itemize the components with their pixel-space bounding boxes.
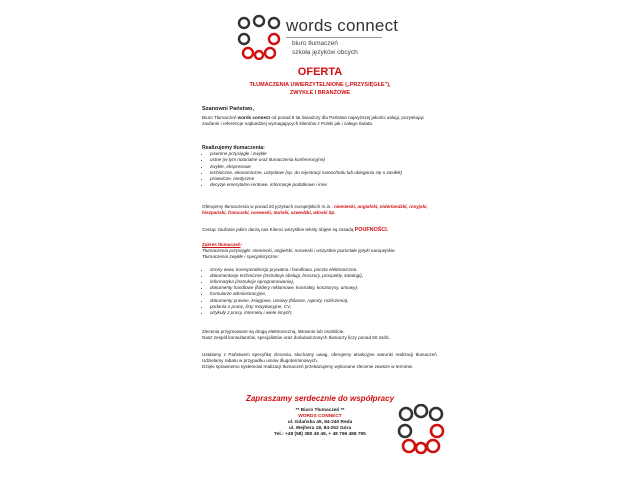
brand-name: words connect: [286, 16, 399, 35]
list-item: • informatyka (instrukcje oprogramowania),: [210, 279, 438, 285]
services-section: [202, 145, 438, 188]
contact-company: WORDS CONNECT: [298, 414, 342, 419]
footer-logo-icon: [396, 404, 446, 454]
offer-subtitle: [200, 81, 440, 97]
list-item: • dokumenty handlowe (foldery reklamowe, kontrakty, kosztorysy, umowy),: [210, 285, 438, 291]
contact-address2: ul. Wejhera 18, 84-252 Góra: [288, 426, 352, 431]
logo: [236, 14, 426, 60]
trust-paragraph: Ceniąc zaufanie jakim darzą nas Klienci wszystkie teksty objęte są zasadą POUFNOŚCI.: [202, 227, 389, 233]
languages-list: niemiecki, angielski, niderlandzki, rosyjski, hiszpański, francuski, norweski, duński, szwedzki, włoski itp.: [202, 204, 428, 216]
list-item: • strony www, korespondencja prywatna i handlowa, poczta elektroniczna.: [210, 267, 438, 273]
orders-paragraph: [202, 329, 438, 341]
offer-title: OFERTA: [297, 66, 343, 78]
contact-address1: ul. Gdańska 45, 84-240 Reda: [287, 420, 353, 425]
brand-divider: [286, 37, 382, 38]
tagline-translation: biuro tłumaczeń: [292, 40, 338, 47]
languages-paragraph: Oferujemy tłumaczenia w ponad 20 językach europejskich m.in.: niemiecki, angielski, niderlandzki, rosyjski, hiszpański, francuski, norweski, duński, szwedzki, włoski itp.: [202, 204, 428, 216]
list-item: • pisemne przysięgłe i zwykłe: [210, 151, 438, 157]
intro-paragraph: Biuro Tłumaczeń words connect od ponad 8 lat świadczy dla Państwa najwyższej jakości usługi, pozyskując zaufanie i referencje najbardziej wymagających klientów z Polski jak i całego świata.: [202, 115, 425, 127]
confidentiality: POUFNOŚCI.: [354, 227, 389, 233]
services-heading: Realizujemy tłumaczenia:: [202, 145, 265, 151]
contact-phone: Tel.: +48 (58) 380 49 49, + 48 796 488 795: [274, 432, 366, 437]
orders-line1: Zlecenia przyjmowane są drogą elektroniczną, listownie lub osobiście.: [202, 329, 345, 334]
logo-mark-icon: [236, 14, 282, 60]
list-item: • formularze administracyjne,: [210, 291, 438, 297]
list-item: • prawnicze, medyczne: [210, 176, 438, 182]
list-item: • techniczne, ekonomiczne, urzędowe (np. do rejestracji samochodu lub ubiegania się o zasiłek): [210, 170, 438, 176]
greeting: Szanowni Państwo,: [202, 106, 254, 112]
invitation: Zapraszamy serdecznie do współpracy: [245, 394, 395, 403]
list-item: • artykuły z prasy, Internetu i wiele innych;: [210, 310, 438, 316]
scope-regular: Tłumaczenia zwykłe i specjalistyczne:: [202, 254, 279, 260]
list-item: • dokumentacje techniczne (instrukcje obsługi, broszury, prospekty, katalogi),: [210, 273, 438, 279]
scope-section: Zakres tłumaczeń: Tłumaczenia przysięgłe: niemiecki, angielski, norweski i wszystkie pozostałe języki europejskie. Tłumaczenia zwykłe i specjalistyczne: • strony www, korespondencja prywatna i handlowa, poczta elektroniczna. • dokumentacje techniczne (instrukcje obsługi, broszury, prospekty, katalogi), • informatyka (instrukcje oprogramowania), • dokumenty handlowe (foldery reklamowe, kontrakty, kosztorysy, umowy), • formularze administracyjne, • dokumenty prawne, księgowe, umowy (bilanse, raporty, rozliczenia), • podania o pracę, listy motywacyjne, CV, • artykuły z prasy, Internetu i wiele innych;: [202, 242, 438, 316]
list-item: • zwykłe, ekspresowe: [210, 164, 438, 170]
closing-p2: Dzięki sprawnemu systemowi realizacji tłumaczeń przekazujemy wykonane zlecenie zawsze w terminie.: [202, 364, 414, 370]
closing-p1: Ustalamy z Państwem specyfikę zlecenia, słuchamy uwag, oferujemy atrakcyjne warunki realizacji tłumaczeń. Udzielamy rabatu w przypadku umów długoterminowych.: [202, 352, 438, 364]
list-item: • decyzje emerytalno-rentowe, informacje podatkowe i inne: [210, 182, 438, 188]
services-list: [202, 151, 438, 188]
orders-line2: Nasz zespół konsultantów, specjalistów oraz doświadczonych tłumaczy liczy ponad 50 osób.: [202, 335, 390, 341]
scope-sworn: Tłumaczenia przysięgłe: niemiecki, angielski, norweski i wszystkie pozostałe języki europejskie.: [202, 248, 396, 254]
tagline-school: szkoła języków obcych: [292, 49, 358, 56]
list-item: • ustne (w tym notarialne oraz tłumaczenia konferencyjne): [210, 157, 438, 163]
scope-heading: Zakres tłumaczeń: [202, 242, 241, 247]
scope-list: [202, 267, 438, 317]
contact-block: [250, 408, 390, 438]
list-item: • podania o pracę, listy motywacyjne, CV,: [210, 304, 438, 310]
offer-subtitle-line1: TŁUMACZENIA UWIERZYTELNIONE („PRZYSIĘGŁE"),: [249, 82, 391, 88]
contact-line1: ** Biuro Tłumaczeń **: [295, 408, 345, 413]
intro-brand: words connect: [237, 115, 271, 120]
list-item: • dokumenty prawne, księgowe, umowy (bilanse, raporty, rozliczenia),: [210, 298, 438, 304]
offer-subtitle-line2: ZWYKŁE I BRANŻOWE: [289, 90, 351, 96]
closing-paragraph: [202, 352, 438, 371]
